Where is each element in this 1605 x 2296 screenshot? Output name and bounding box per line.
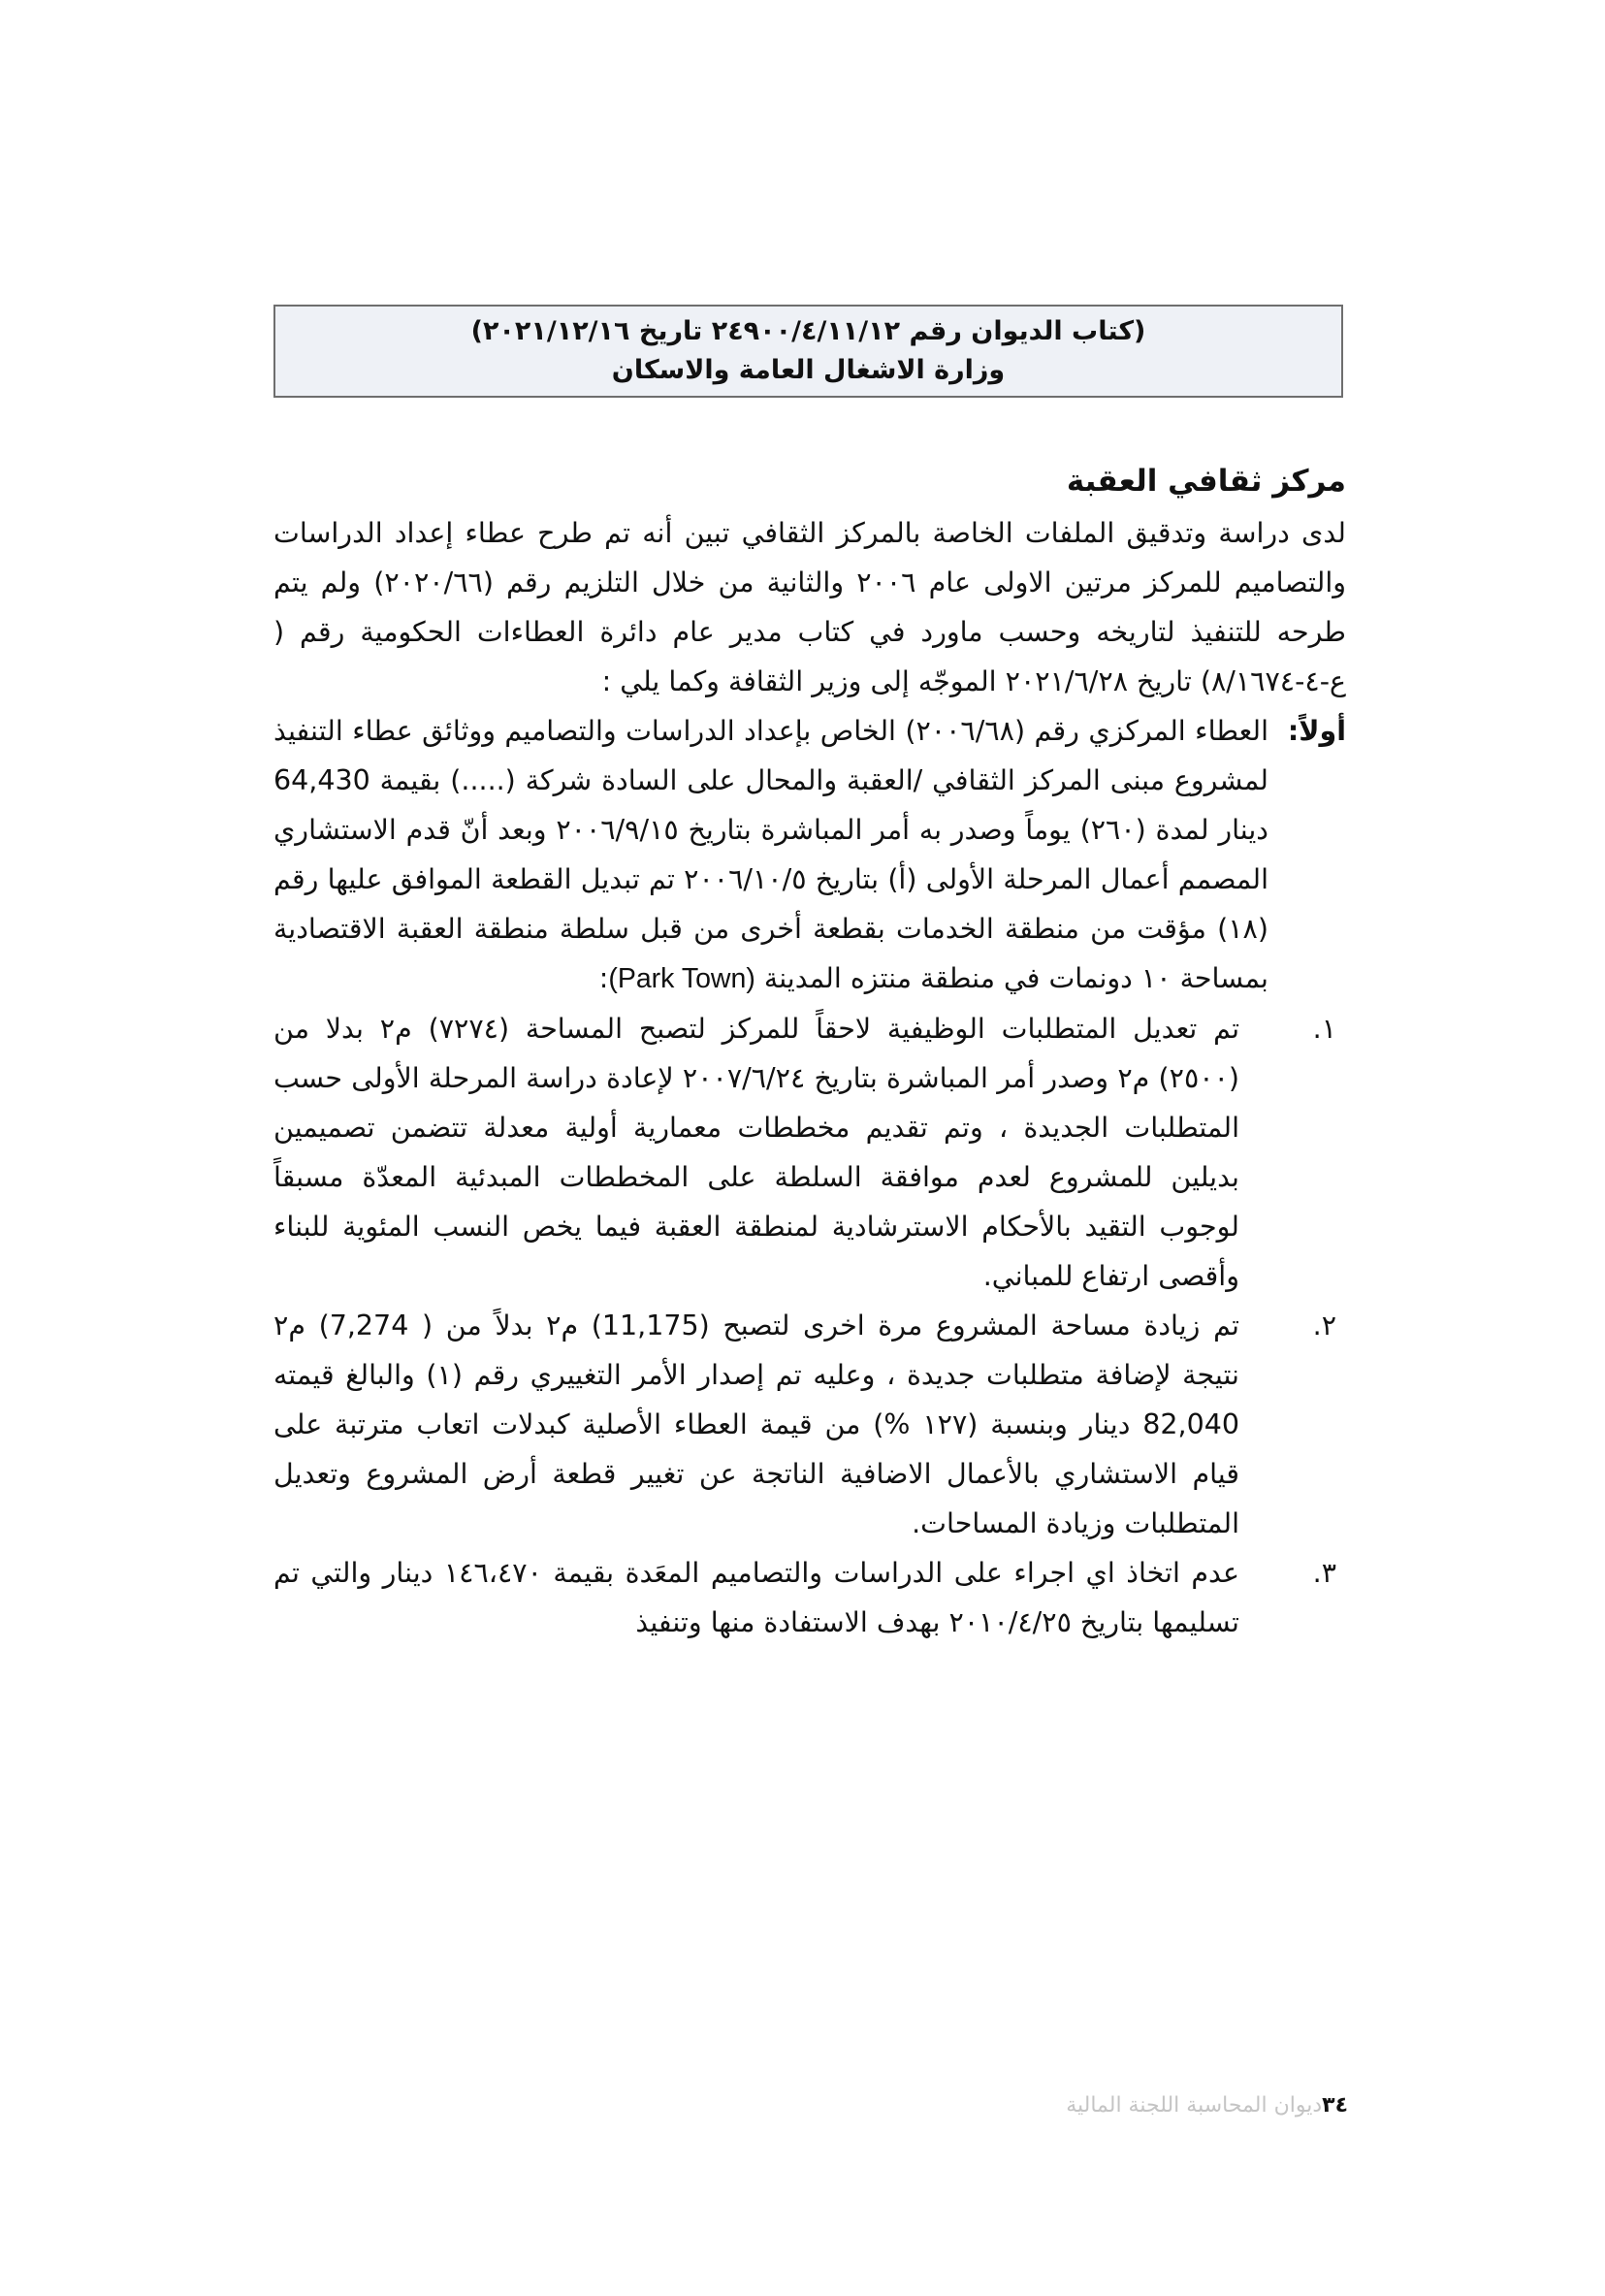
first-point-body (273, 706, 1268, 1004)
list-item (273, 1548, 1346, 1647)
list-item (273, 1301, 1346, 1548)
list-item-text: تم تعديل المتطلبات الوظيفية لاحقاً للمركز لتصبح المساحة (٧٢٧٤) م٢ بدلا من (٢٥٠٠) م٢ وصدر أمر المباشرة بتاريخ ٢٠٠٧/٦/٢٤ لإعادة دراسة المرحلة الأولى حسب المتطلبات الجديدة ، وتم تقديم مخططات معمارية أولية معدلة تتضمن تصميمين بديلين للمشروع لعدم موافقة السلطة على المخططات المبدئية المعدّة مسبقاً لوجوب التقيد بالأحكام الاسترشادية لمنطقة العقبة فيما يخص النسب المئوية للبناء وأقصى ارتفاع للمباني. (273, 1013, 1240, 1292)
first-point-text: العطاء المركزي رقم (٢٠٠٦/٦٨) الخاص بإعداد الدراسات والتصاميم ووثائق عطاء التنفيذ لمشروع مبنى المركز الثقافي /العقبة والمحال على السادة شركة (.....) بقيمة 64,430 دينار لمدة (٢٦٠) يوماً وصدر به أمر المباشرة بتاريخ ٢٠٠٦/٩/١٥ وبعد أنّ قدم الاستشاري المصمم أعمال المرحلة الأولى (أ) بتاريخ ٢٠٠٦/١٠/٥ تم تبديل القطعة الموافق عليها رقم (١٨) مؤقت من منطقة الخدمات بقطعة أخرى من قبل سلطة منطقة العقبة الاقتصادية بمساحة ١٠ دونمات في منطقة منتزه المدينة (273, 715, 1268, 994)
list-item-text: عدم اتخاذ اي اجراء على الدراسات والتصاميم المعَدة بقيمة ١٤٦،٤٧٠ دينار والتي تم تسليمها بتاريخ ٢٠١٠/٤/٢٥ بهدف الاستفادة منها وتنفيذ (273, 1557, 1240, 1638)
page-number: ٣٤ (1322, 2093, 1348, 2118)
list-item-number: ٣. (1312, 1557, 1336, 1589)
list-item-text: تم زيادة مساحة المشروع مرة اخرى لتصبح (11,175) م٢ بدلاً من ( 7,274) م٢ نتيجة لإضافة متطلبات جديدة ، وعليه تم إصدار الأمر التغييري رقم (١) والبالغ قيمته 82,040 دينار وبنسبة (١٢٧ %) من قيمة العطاء الأصلية كبدلات اتعاب مترتبة على قيام الاستشاري بالأعمال الاضافية الناتجة عن تغيير قطعة أرض المشروع وتعديل المتطلبات وزيادة المساحات. (273, 1310, 1239, 1539)
reference-header-box (273, 305, 1343, 398)
list-item-number: ١. (1312, 1013, 1336, 1045)
park-town-term: (Park Town) (608, 963, 755, 994)
list-item (273, 1004, 1346, 1301)
list-item-number: ٢. (1312, 1310, 1336, 1342)
report-section (273, 454, 1346, 1647)
ministry-name-line: وزارة الاشغال العامة والاسكان (611, 355, 1006, 385)
footer-text: ديوان المحاسبة اللجنة المالية (1066, 2093, 1323, 2118)
page-footer (776, 2093, 1348, 2118)
first-point-end: : (598, 962, 609, 994)
first-point (273, 706, 1346, 1004)
letter-reference-line: (كتاب الديوان رقم ٢٤٩٠٠/٤/١١/١٢ تاريخ ٢٠٢١/١٢/١٦) (470, 316, 1146, 346)
first-point-label: أولاً: (1287, 715, 1346, 747)
intro-paragraph: لدى دراسة وتدقيق الملفات الخاصة بالمركز الثقافي تبين أنه تم طرح عطاء إعداد الدراسات والتصاميم للمركز مرتين الاولى عام ٢٠٠٦ والثانية من خلال التلزيم رقم (٢٠٢٠/٦٦) ولم يتم طرحه للتنفيذ لتاريخه وحسب ماورد في كتاب مدير عام دائرة العطاءات الحكومية رقم ( ع-٤-٨/١٦٧٤) تاريخ ٢٠٢١/٦/٢٨ الموجّه إلى وزير الثقافة وكما يلي : (273, 517, 1347, 697)
section-title: مركز ثقافي العقبة (1066, 464, 1346, 499)
